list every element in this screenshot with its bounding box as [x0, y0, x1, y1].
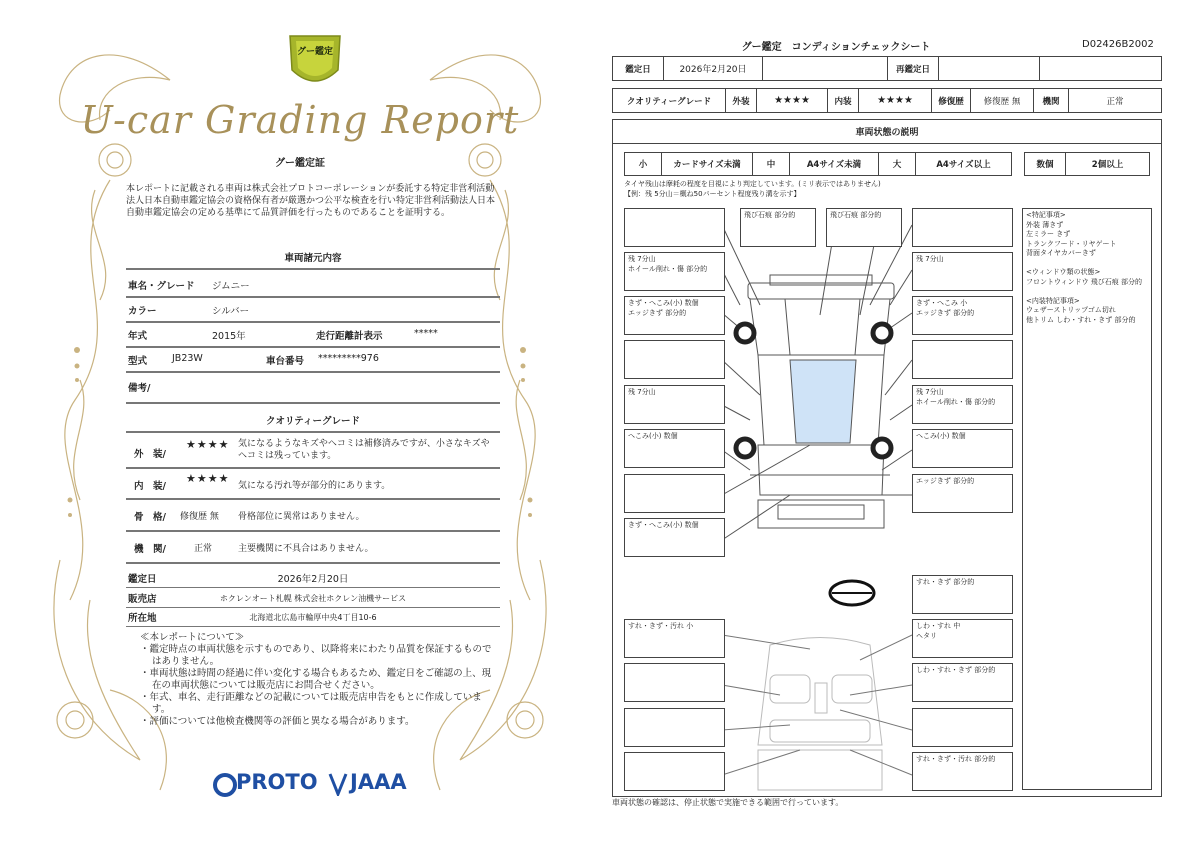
condition-box-top-2: 飛び石痕 部分的: [826, 208, 902, 247]
condition-box-left-6: へこみ(小) 数個: [624, 429, 725, 468]
goo-appraisal-badge-icon: [290, 36, 340, 81]
jaaa-logo-icon: [328, 770, 348, 800]
document-id: D02426B2002: [1082, 39, 1154, 50]
interior-box-left-4: [624, 752, 725, 791]
jaaa-logo: JAAA: [350, 770, 407, 794]
condition-box-right-4: [912, 340, 1013, 379]
sheet-title: グー鑑定 コンディションチェックシート: [741, 42, 931, 53]
report-notes: ≪本レポートについて≫ ・鑑定時点の車両状態を示すものであり、以降将来にわたり品質を保証するものではありません。 ・車両状態は時間の経過に伴い変化する場合もあるため、鑑定日をご確認の上、現在の車両状態については販売店にお問合せください。 ・年式、車名、走行距離などの記載については販売店申告をもとに作成しています。 ・評価については他検査機関等の評価と異なる場合があります。: [140, 632, 492, 727]
steering-wheel-icon: [830, 581, 874, 605]
condition-box-left-5: 残 7分山: [624, 385, 725, 424]
grading-certificate: グー鑑定 U-car Grading Report グー鑑定証 本レポートに記載される車両は株式会社プロトコーポレーションが委託する特定非営利活動法人日本自動車鑑定協会の資格保有者が厳選かつ公平な検査を行い特定非営利活動法人日本自動車鑑定協会の定める基準にて品質評価を行ったものであることを証明する。 車両諸元内容 車名・グレード ジムニー カラー シルバー 年式 2015年 走行距離計表示 ***** 型式 JB23W 車台番号 *********976 備考/ クオリティーグレード 外 装/ ★★★★ 気になるようなキズやヘコミは補修済みですが、小さなキズやヘコミは残っています。 内 装/ ★★★★ 気になる汚れ等が部分的にあります。 骨 格/ 修復歴 無 骨格部位に異常はありません。 機 関/ 正常 主要機関に不具合はありません。 鑑定日 2026年2月20日 販売店 ホクレンオート札幌 株式会社ホクレン油機サービス 所在地 北海道北広島市輪厚中央4丁目10-6 ≪本レポートについて≫ ・鑑定時点の車両状態を示すものであり、以降将来にわたり品質を保証するものではありません。 ・車両状態は時間の経過に伴い変化する場合もあるため、鑑定日をご確認の上、現在の車両状態については販売店にお問合せください。 ・年式、車名、走行距離などの記載については販売店申告をもとに作成しています。 ・評価については他検査機関等の評価と異なる場合があります。 PROTO JAAA: [0, 0, 600, 848]
spec-heading: 車両諸元内容: [284, 253, 342, 264]
sheet-interior-stars: ★★★★: [859, 89, 932, 113]
certificate-heading: グー鑑定証: [275, 158, 325, 169]
condition-box-right-2: 残 7分山: [912, 252, 1013, 291]
condition-box-left-3: きず・へこみ(小) 数個 エッジきず 部分的: [624, 296, 725, 335]
condition-box-top-1: 飛び石痕 部分的: [740, 208, 816, 247]
condition-box-left-8: きず・へこみ(小) 数個: [624, 518, 725, 557]
condition-box-right-5: 残 7分山 ホイール削れ・傷 部分的: [912, 385, 1013, 424]
size-legend-table: 小 カードサイズ未満 中 A4サイズ未満 大 A4サイズ以上: [624, 152, 1012, 176]
interior-box-right-2: しわ・すれ 中 ヘタリ: [912, 619, 1013, 658]
count-legend-table: 数個 2個以上: [1024, 152, 1150, 176]
date-table: 鑑定日 2026年2月20日 再鑑定日: [612, 56, 1162, 81]
exterior-stars: ★★★★: [186, 438, 230, 451]
tire-note-1: タイヤ残山は摩耗の程度を目視により判定しています。(ミリ表示ではありません): [624, 180, 881, 188]
condition-box-right-1: [912, 208, 1013, 247]
proto-logo: PROTO: [236, 770, 318, 794]
sheet-footer-note: 車両状態の確認は、停止状態で実施できる範囲で行っています。: [612, 798, 844, 807]
report-title: U-car Grading Report: [80, 98, 520, 142]
interior-box-left-3: [624, 708, 725, 747]
interior-box-right-5: すれ・きず・汚れ 部分的: [912, 752, 1013, 791]
interior-box-right-3: しわ・すれ・きず 部分的: [912, 663, 1013, 702]
condition-heading: 車両状態の説明: [855, 128, 919, 138]
interior-box-left-1: すれ・きず・汚れ 小: [624, 619, 725, 658]
condition-box-right-3: きず・へこみ 小 エッジきず 部分的: [912, 296, 1013, 335]
badge-text: グー鑑定: [296, 47, 333, 57]
grade-heading: クオリティーグレード: [265, 416, 361, 427]
condition-box-left-1: [624, 208, 725, 247]
condition-box-left-2: 残 7分山 ホイール削れ・傷 部分的: [624, 252, 725, 291]
interior-box-right-1: すれ・きず 部分的: [912, 575, 1013, 614]
special-notes: <特記事項> 外装 薄きず 左ミラー きず トランクフード・リヤゲート 背面タイヤカバーきず <ウィンドウ類の状態> フロントウィンドウ 飛び石痕 部分的 <内装特記事項> ウェザーストリップゴム切れ 他トリム しわ・すれ・きず 部分的: [1026, 211, 1143, 324]
certificate-intro: 本レポートに記載される車両は株式会社プロトコーポレーションが委託する特定非営利活動法人日本自動車鑑定協会の資格保有者が厳選かつ公平な検査を行い特定非営利活動法人日本自動車鑑定協会の定める基準にて品質評価を行ったものであることを証明する。: [126, 184, 496, 218]
interior-box-left-2: [624, 663, 725, 702]
condition-box-left-4: [624, 340, 725, 379]
condition-box-right-7: エッジきず 部分的: [912, 474, 1013, 513]
tire-note-2: 【例：残 5分山＝概ね50パーセント程度残り溝を示す】: [624, 190, 801, 198]
quality-table: クオリティーグレード 外装 ★★★★ 内装 ★★★★ 修復歴 修復歴 無 機関 正常: [612, 88, 1162, 113]
interior-box-right-4: [912, 708, 1013, 747]
condition-box-left-7: [624, 474, 725, 513]
condition-box-right-6: へこみ(小) 数個: [912, 429, 1013, 468]
divider: [126, 268, 500, 270]
interior-stars: ★★★★: [186, 472, 230, 485]
sheet-exterior-stars: ★★★★: [757, 89, 828, 113]
proto-logo-icon: [212, 772, 238, 802]
